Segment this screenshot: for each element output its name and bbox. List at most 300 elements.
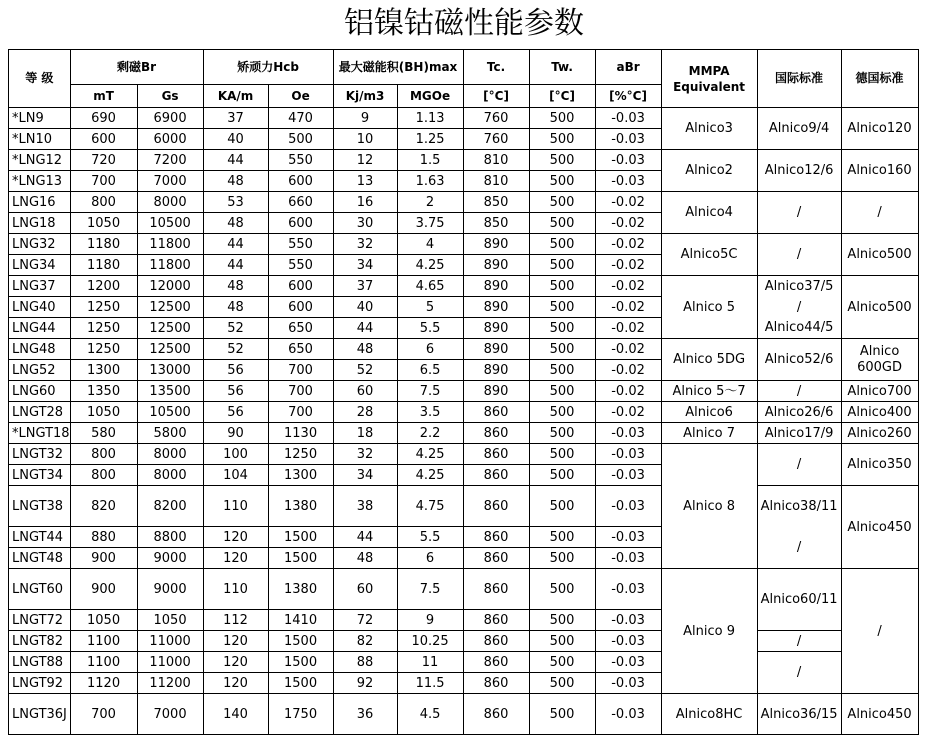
tc-cell: 860 — [463, 465, 529, 486]
intl-standard-cell: / — [757, 631, 841, 652]
mgoe-cell: 4.25 — [397, 444, 463, 465]
table-row — [9, 652, 919, 673]
german-standard-cell: Alnico350 — [841, 444, 918, 486]
kam-cell: 90 — [203, 423, 268, 444]
intl-standard-cell: Alnico12/6 — [757, 150, 841, 192]
abr-cell: -0.03 — [595, 486, 661, 527]
tw-cell: 500 — [529, 444, 595, 465]
intl-standard-cell: / — [757, 527, 841, 569]
german-standard-cell: / — [841, 569, 918, 694]
mgoe-cell: 4.25 — [397, 465, 463, 486]
tc-cell: 850 — [463, 213, 529, 234]
tw-cell: 500 — [529, 569, 595, 610]
kj-cell: 16 — [333, 192, 397, 213]
abr-cell: -0.03 — [595, 694, 661, 735]
kj-cell: 44 — [333, 527, 397, 548]
mgoe-cell: 6 — [397, 548, 463, 569]
mgoe-cell: 3.75 — [397, 213, 463, 234]
gs-cell: 1050 — [137, 610, 203, 631]
alnico-properties-table — [8, 49, 919, 735]
intl-standard-cell: Alnico9/4 — [757, 108, 841, 150]
mt-cell: 700 — [70, 171, 137, 192]
tc-cell: 860 — [463, 694, 529, 735]
mt-cell: 700 — [70, 694, 137, 735]
kam-cell: 140 — [203, 694, 268, 735]
grade-cell: LNG40 — [9, 297, 71, 318]
mmpa-cell: Alnico 8 — [661, 444, 757, 569]
mt-cell: 1350 — [70, 381, 137, 402]
german-standard-cell: Alnico160 — [841, 150, 918, 192]
unit-tc: [°C] — [463, 85, 529, 108]
oe-cell: 1380 — [268, 569, 333, 610]
gs-cell: 6000 — [137, 129, 203, 150]
table-row — [9, 444, 919, 465]
mt-cell: 1250 — [70, 318, 137, 339]
kam-cell: 120 — [203, 548, 268, 569]
kj-cell: 18 — [333, 423, 397, 444]
tw-cell: 500 — [529, 402, 595, 423]
gs-cell: 7000 — [137, 171, 203, 192]
german-standard-cell: Alnico450 — [841, 486, 918, 569]
tc-cell: 760 — [463, 129, 529, 150]
tc-cell: 860 — [463, 548, 529, 569]
abr-cell: -0.03 — [595, 527, 661, 548]
mgoe-cell: 1.13 — [397, 108, 463, 129]
unit-mt: mT — [70, 85, 137, 108]
gs-cell: 8000 — [137, 465, 203, 486]
kj-cell: 72 — [333, 610, 397, 631]
grade-cell: LNGT44 — [9, 527, 71, 548]
mt-cell: 580 — [70, 423, 137, 444]
mmpa-cell: Alnico5C — [661, 234, 757, 276]
kam-cell: 56 — [203, 360, 268, 381]
oe-cell: 1300 — [268, 465, 333, 486]
kam-cell: 52 — [203, 339, 268, 360]
abr-cell: -0.02 — [595, 318, 661, 339]
mgoe-cell: 4.25 — [397, 255, 463, 276]
mgoe-cell: 1.63 — [397, 171, 463, 192]
oe-cell: 1500 — [268, 527, 333, 548]
oe-cell: 650 — [268, 339, 333, 360]
abr-cell: -0.02 — [595, 381, 661, 402]
intl-standard-cell: / — [757, 192, 841, 234]
abr-cell: -0.02 — [595, 213, 661, 234]
kj-cell: 34 — [333, 465, 397, 486]
abr-cell: -0.02 — [595, 339, 661, 360]
tc-cell: 860 — [463, 652, 529, 673]
abr-cell: -0.03 — [595, 569, 661, 610]
grade-header: 等 级 — [9, 50, 71, 108]
tw-cell: 500 — [529, 108, 595, 129]
mt-cell: 800 — [70, 444, 137, 465]
table-row — [9, 234, 919, 255]
mmpa-cell: Alnico 5～7 — [661, 381, 757, 402]
mt-cell: 720 — [70, 150, 137, 171]
tc-cell: 860 — [463, 444, 529, 465]
kj-cell: 40 — [333, 297, 397, 318]
grade-cell: LNGT28 — [9, 402, 71, 423]
oe-cell: 600 — [268, 297, 333, 318]
mmpa-cell: Alnico8HC — [661, 694, 757, 735]
abr-cell: -0.02 — [595, 192, 661, 213]
tw-cell: 500 — [529, 297, 595, 318]
table-row — [9, 527, 919, 548]
grade-cell: LNG18 — [9, 213, 71, 234]
mt-cell: 800 — [70, 465, 137, 486]
kam-cell: 120 — [203, 631, 268, 652]
unit-tw: [°C] — [529, 85, 595, 108]
tc-cell: 860 — [463, 423, 529, 444]
tc-cell: 890 — [463, 276, 529, 297]
kj-cell: 38 — [333, 486, 397, 527]
oe-cell: 550 — [268, 150, 333, 171]
grade-cell: *LNGT18 — [9, 423, 71, 444]
abr-cell: -0.03 — [595, 150, 661, 171]
mt-cell: 900 — [70, 548, 137, 569]
mt-cell: 1050 — [70, 610, 137, 631]
grade-cell: LNG52 — [9, 360, 71, 381]
intl-standard-cell: Alnico52/6 — [757, 339, 841, 381]
grade-cell: LNGT82 — [9, 631, 71, 652]
mgoe-cell: 11.5 — [397, 673, 463, 694]
kam-cell: 110 — [203, 486, 268, 527]
gs-cell: 12500 — [137, 318, 203, 339]
gs-cell: 11200 — [137, 673, 203, 694]
mt-cell: 1200 — [70, 276, 137, 297]
gs-cell: 7200 — [137, 150, 203, 171]
abr-cell: -0.02 — [595, 255, 661, 276]
grade-cell: LNG60 — [9, 381, 71, 402]
kam-cell: 40 — [203, 129, 268, 150]
tw-header: Tw. — [529, 50, 595, 85]
kam-cell: 120 — [203, 673, 268, 694]
grade-cell: LNGT92 — [9, 673, 71, 694]
mgoe-cell: 7.5 — [397, 381, 463, 402]
gs-cell: 12000 — [137, 276, 203, 297]
gs-cell: 11800 — [137, 234, 203, 255]
unit-kam: KA/m — [203, 85, 268, 108]
intl-standard-cell: Alnico44/5 — [757, 318, 841, 339]
table-row — [9, 402, 919, 423]
gs-cell: 13500 — [137, 381, 203, 402]
abr-cell: -0.03 — [595, 129, 661, 150]
tw-cell: 500 — [529, 631, 595, 652]
intl-standard-cell: / — [757, 381, 841, 402]
oe-cell: 1500 — [268, 631, 333, 652]
mt-cell: 1120 — [70, 673, 137, 694]
grade-cell: LNGT48 — [9, 548, 71, 569]
kam-cell: 56 — [203, 381, 268, 402]
kam-cell: 44 — [203, 234, 268, 255]
tw-cell: 500 — [529, 318, 595, 339]
german-standard-header: 德国标准 — [841, 50, 918, 108]
gs-cell: 11000 — [137, 631, 203, 652]
kam-cell: 48 — [203, 276, 268, 297]
kj-cell: 92 — [333, 673, 397, 694]
mt-cell: 1180 — [70, 255, 137, 276]
german-standard-cell: Alnico500 — [841, 276, 918, 339]
kam-cell: 52 — [203, 318, 268, 339]
tc-cell: 890 — [463, 234, 529, 255]
gs-cell: 12500 — [137, 297, 203, 318]
tc-cell: 860 — [463, 527, 529, 548]
tc-cell: 810 — [463, 171, 529, 192]
grade-cell: *LN9 — [9, 108, 71, 129]
tc-header: Tc. — [463, 50, 529, 85]
mt-cell: 1250 — [70, 297, 137, 318]
unit-kjm3: Kj/m3 — [333, 85, 397, 108]
mmpa-cell: Alnico2 — [661, 150, 757, 192]
mmpa-cell: Alnico 5DG — [661, 339, 757, 381]
abr-cell: -0.03 — [595, 108, 661, 129]
table-row — [9, 423, 919, 444]
tw-cell: 500 — [529, 673, 595, 694]
grade-cell: LNGT38 — [9, 486, 71, 527]
german-standard-cell: Alnico700 — [841, 381, 918, 402]
grade-cell: LNGT36J — [9, 694, 71, 735]
mmpa-cell: Alnico 9 — [661, 569, 757, 694]
oe-cell: 700 — [268, 381, 333, 402]
abr-cell: -0.03 — [595, 548, 661, 569]
abr-cell: -0.02 — [595, 234, 661, 255]
oe-cell: 700 — [268, 360, 333, 381]
kj-cell: 48 — [333, 548, 397, 569]
tc-cell: 890 — [463, 255, 529, 276]
gs-cell: 8000 — [137, 444, 203, 465]
mgoe-cell: 5.5 — [397, 527, 463, 548]
mt-cell: 1180 — [70, 234, 137, 255]
mt-cell: 1100 — [70, 631, 137, 652]
german-standard-cell: Alnico120 — [841, 108, 918, 150]
table-row — [9, 297, 919, 318]
oe-cell: 1500 — [268, 673, 333, 694]
mt-cell: 1100 — [70, 652, 137, 673]
abr-cell: -0.03 — [595, 171, 661, 192]
tc-cell: 850 — [463, 192, 529, 213]
oe-cell: 1500 — [268, 548, 333, 569]
kam-cell: 56 — [203, 402, 268, 423]
kam-cell: 110 — [203, 569, 268, 610]
table-row — [9, 108, 919, 129]
intl-standard-cell: / — [757, 652, 841, 694]
mt-cell: 1050 — [70, 213, 137, 234]
intl-standard-cell: Alnico37/5 — [757, 276, 841, 297]
grade-cell: LNGT34 — [9, 465, 71, 486]
kj-cell: 88 — [333, 652, 397, 673]
table-row — [9, 276, 919, 297]
oe-cell: 700 — [268, 402, 333, 423]
grade-cell: LNG37 — [9, 276, 71, 297]
tw-cell: 500 — [529, 465, 595, 486]
kam-cell: 48 — [203, 171, 268, 192]
german-standard-cell: Alnico 600GD — [841, 339, 918, 381]
br-header: 剩磁Br — [70, 50, 203, 85]
mgoe-cell: 6 — [397, 339, 463, 360]
oe-cell: 1250 — [268, 444, 333, 465]
grade-cell: LNGT32 — [9, 444, 71, 465]
kam-cell: 53 — [203, 192, 268, 213]
gs-cell: 8800 — [137, 527, 203, 548]
tw-cell: 500 — [529, 381, 595, 402]
german-standard-cell: Alnico400 — [841, 402, 918, 423]
table-body — [9, 108, 919, 735]
tw-cell: 500 — [529, 610, 595, 631]
mgoe-cell: 9 — [397, 610, 463, 631]
mt-cell: 1050 — [70, 402, 137, 423]
tc-cell: 890 — [463, 297, 529, 318]
mt-cell: 1300 — [70, 360, 137, 381]
tw-cell: 500 — [529, 192, 595, 213]
abr-cell: -0.03 — [595, 631, 661, 652]
grade-cell: *LN10 — [9, 129, 71, 150]
mmpa-cell: Alnico3 — [661, 108, 757, 150]
abr-cell: -0.02 — [595, 402, 661, 423]
grade-cell: LNGT88 — [9, 652, 71, 673]
tc-cell: 860 — [463, 673, 529, 694]
mmpa-cell: Alnico 5 — [661, 276, 757, 339]
table-row — [9, 339, 919, 360]
kam-cell: 44 — [203, 150, 268, 171]
gs-cell: 11800 — [137, 255, 203, 276]
kj-cell: 32 — [333, 444, 397, 465]
kj-cell: 60 — [333, 569, 397, 610]
tw-cell: 500 — [529, 150, 595, 171]
table-row — [9, 318, 919, 339]
tw-cell: 500 — [529, 129, 595, 150]
kam-cell: 120 — [203, 527, 268, 548]
tw-cell: 500 — [529, 548, 595, 569]
mgoe-cell: 3.5 — [397, 402, 463, 423]
gs-cell: 6900 — [137, 108, 203, 129]
table-row — [9, 381, 919, 402]
kam-cell: 104 — [203, 465, 268, 486]
oe-cell: 1130 — [268, 423, 333, 444]
tw-cell: 500 — [529, 276, 595, 297]
unit-mgoe: MGOe — [397, 85, 463, 108]
unit-gs: Gs — [137, 85, 203, 108]
gs-cell: 11000 — [137, 652, 203, 673]
abr-cell: -0.02 — [595, 276, 661, 297]
tc-cell: 860 — [463, 610, 529, 631]
oe-cell: 1500 — [268, 652, 333, 673]
tw-cell: 500 — [529, 423, 595, 444]
abr-cell: -0.02 — [595, 297, 661, 318]
gs-cell: 7000 — [137, 694, 203, 735]
mgoe-cell: 4.65 — [397, 276, 463, 297]
tc-cell: 860 — [463, 486, 529, 527]
abr-cell: -0.03 — [595, 610, 661, 631]
intl-standard-cell: Alnico26/6 — [757, 402, 841, 423]
kam-cell: 48 — [203, 213, 268, 234]
mmpa-header: MMPA Equivalent — [661, 50, 757, 108]
grade-cell: LNGT60 — [9, 569, 71, 610]
grade-cell: LNGT72 — [9, 610, 71, 631]
kj-cell: 48 — [333, 339, 397, 360]
kam-cell: 37 — [203, 108, 268, 129]
oe-cell: 500 — [268, 129, 333, 150]
intl-standard-cell: / — [757, 444, 841, 486]
intl-standard-header: 国际标准 — [757, 50, 841, 108]
tw-cell: 500 — [529, 360, 595, 381]
tc-cell: 890 — [463, 318, 529, 339]
mgoe-cell: 6.5 — [397, 360, 463, 381]
tc-cell: 760 — [463, 108, 529, 129]
oe-cell: 650 — [268, 318, 333, 339]
table-row — [9, 192, 919, 213]
kj-cell: 30 — [333, 213, 397, 234]
unit-abr: [%°C] — [595, 85, 661, 108]
grade-cell: *LNG13 — [9, 171, 71, 192]
tw-cell: 500 — [529, 171, 595, 192]
abr-cell: -0.02 — [595, 360, 661, 381]
tw-cell: 500 — [529, 652, 595, 673]
kj-cell: 82 — [333, 631, 397, 652]
page-title: 铝镍钴磁性能参数 — [344, 6, 584, 41]
mmpa-cell: Alnico6 — [661, 402, 757, 423]
kam-cell: 44 — [203, 255, 268, 276]
mgoe-cell: 7.5 — [397, 569, 463, 610]
gs-cell: 12500 — [137, 339, 203, 360]
tc-cell: 890 — [463, 339, 529, 360]
mt-cell: 1250 — [70, 339, 137, 360]
oe-cell: 550 — [268, 255, 333, 276]
mmpa-cell: Alnico 7 — [661, 423, 757, 444]
kj-cell: 36 — [333, 694, 397, 735]
mgoe-cell: 4.75 — [397, 486, 463, 527]
tw-cell: 500 — [529, 339, 595, 360]
abr-cell: -0.03 — [595, 444, 661, 465]
tc-cell: 860 — [463, 569, 529, 610]
mgoe-cell: 1.5 — [397, 150, 463, 171]
gs-cell: 5800 — [137, 423, 203, 444]
kj-cell: 34 — [333, 255, 397, 276]
tc-cell: 810 — [463, 150, 529, 171]
german-standard-cell: Alnico500 — [841, 234, 918, 276]
table-row — [9, 569, 919, 610]
abr-cell: -0.03 — [595, 673, 661, 694]
hcb-header: 矫顽力Hcb — [203, 50, 333, 85]
oe-cell: 550 — [268, 234, 333, 255]
german-standard-cell: / — [841, 192, 918, 234]
mmpa-cell: Alnico4 — [661, 192, 757, 234]
gs-cell: 10500 — [137, 402, 203, 423]
tc-cell: 890 — [463, 381, 529, 402]
gs-cell: 10500 — [137, 213, 203, 234]
kj-cell: 9 — [333, 108, 397, 129]
mgoe-cell: 5 — [397, 297, 463, 318]
tc-cell: 860 — [463, 402, 529, 423]
mgoe-cell: 1.25 — [397, 129, 463, 150]
mt-cell: 600 — [70, 129, 137, 150]
abr-cell: -0.03 — [595, 465, 661, 486]
tw-cell: 500 — [529, 255, 595, 276]
mgoe-cell: 11 — [397, 652, 463, 673]
oe-cell: 1410 — [268, 610, 333, 631]
mgoe-cell: 4.5 — [397, 694, 463, 735]
oe-cell: 470 — [268, 108, 333, 129]
german-standard-cell: Alnico450 — [841, 694, 918, 735]
mt-cell: 820 — [70, 486, 137, 527]
gs-cell: 9000 — [137, 548, 203, 569]
kj-cell: 12 — [333, 150, 397, 171]
kj-cell: 37 — [333, 276, 397, 297]
unit-oe: Oe — [268, 85, 333, 108]
oe-cell: 660 — [268, 192, 333, 213]
gs-cell: 13000 — [137, 360, 203, 381]
oe-cell: 600 — [268, 171, 333, 192]
intl-standard-cell: / — [757, 234, 841, 276]
bhmax-header: 最大磁能积(BH)max — [333, 50, 463, 85]
